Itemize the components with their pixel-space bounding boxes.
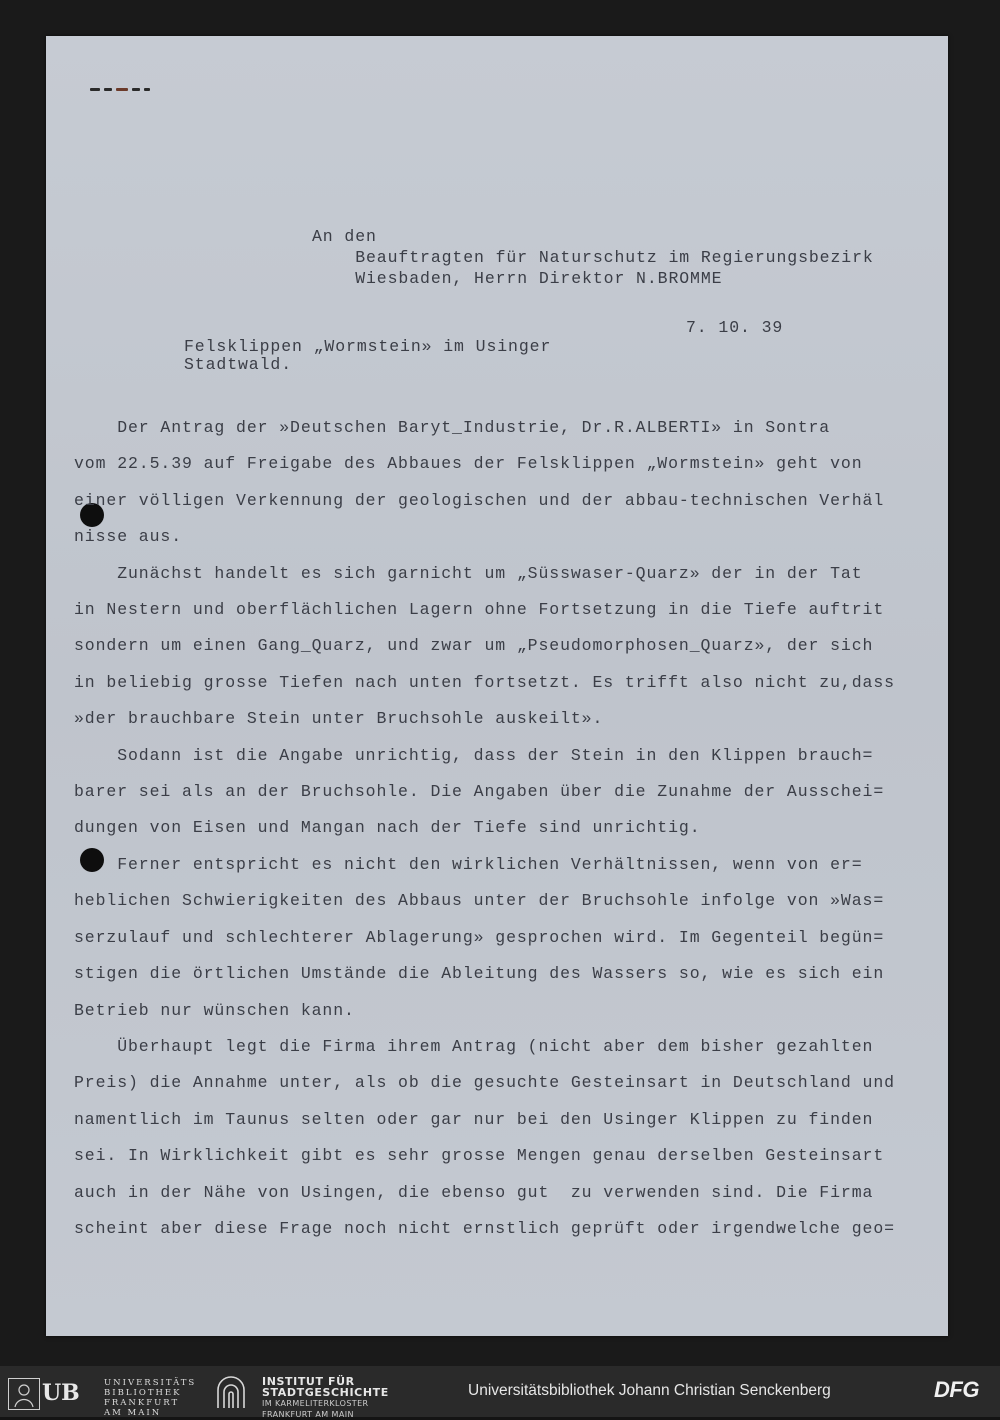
isg-line-1: INSTITUT FÜR (262, 1375, 355, 1388)
isg-line-3: IM KARMELITERKLOSTER (262, 1399, 369, 1408)
addressee-block: An den Beauftragten für Naturschutz im Regierungsbezirk Wiesbaden, Herrn Direktor N.BROMME (312, 227, 874, 288)
pen-mark (90, 84, 150, 94)
letter-body: Der Antrag der »Deutschen Baryt_Industrie, Dr.R.ALBERTI» in Sontra vom 22.5.39 auf Freigabe des Abbaues der Felsklippen „Wormstein» geht von einer völligen Verkennung der geologischen und der abbau-technischen Verhäl nisse aus. Zunächst handelt es sich garnicht um „Süsswaser-Quarz» der in der Tat in Nestern und oberflächlichen Lagern ohne Fortsetzung in die Tiefe auftrit sondern um einen Gang_Quarz, und zwar um „Pseudomorphosen_Quarz», der sich in beliebig grosse Tiefen nach unten fortsetzt. Es trifft also nicht zu,dass »der brauchbare Stein unter Bruchsohle auskeilt». Sodann ist die Angabe unrichtig, dass der Stein in den Klippen brauch= barer sei als an der Bruchsohle. Die Angaben über die Zunahme der Ausschei= dungen von Eisen und Mangan nach der Tiefe sind unrichtig. Ferner entspricht es nicht den wirklichen Verhältnissen, wenn von er= heblichen Schwierigkeiten des Abbaus unter der Bruchsohle infolge von »Was= serzulauf und schlechterer Ablagerung» gesprochen wird. Im Gegenteil begün= stigen die örtlichen Umstände die Ableitung des Wassers so, wie es sich ein Betrieb nur wünschen kann. Überhaupt legt die Firma ihrem Antrag (nicht aber dem bisher gezahlten Preis) die Annahme unter, als ob die gesuchte Gesteinsart in Deutschland und namentlich im Taunus selten oder gar nur bei den Usinger Klippen zu finden sei. In Wirklichkeit gibt es sehr grosse Mengen genau derselben Gesteinsart auch in der Nähe von Usingen, die ebenso gut zu verwenden sind. Die Firma scheint aber diese Frage noch nicht ernstlich geprüft oder irgendwelche geo= (74, 418, 895, 1238)
ub-line-2: BIBLIOTHEK (104, 1388, 182, 1398)
library-name-link[interactable]: Universitätsbibliothek Johann Christian Senckenberg (468, 1382, 831, 1399)
ub-letters: UB (42, 1380, 80, 1406)
isg-line-2: STADTGESCHICHTE (262, 1386, 389, 1399)
dfg-logo[interactable]: DFG (934, 1377, 979, 1402)
ub-logo[interactable] (8, 1376, 198, 1418)
isg-logo[interactable] (214, 1374, 414, 1419)
isg-line-4: FRANKFURT AM MAIN (262, 1410, 354, 1419)
ub-name (104, 1378, 198, 1418)
ub-line-1: UNIVERSITÄTS (104, 1378, 197, 1388)
senckenberg-portrait-icon (8, 1378, 40, 1410)
ub-line-3: FRANKFURT AM MAIN (104, 1398, 180, 1418)
footer-bar (0, 1366, 1000, 1417)
subject-line: Felsklippen „Wormstein» im Usinger Stadtwald. (184, 337, 552, 374)
isg-name (262, 1376, 389, 1420)
arch-icon (214, 1376, 248, 1410)
letter-date: 7. 10. 39 (686, 318, 784, 337)
